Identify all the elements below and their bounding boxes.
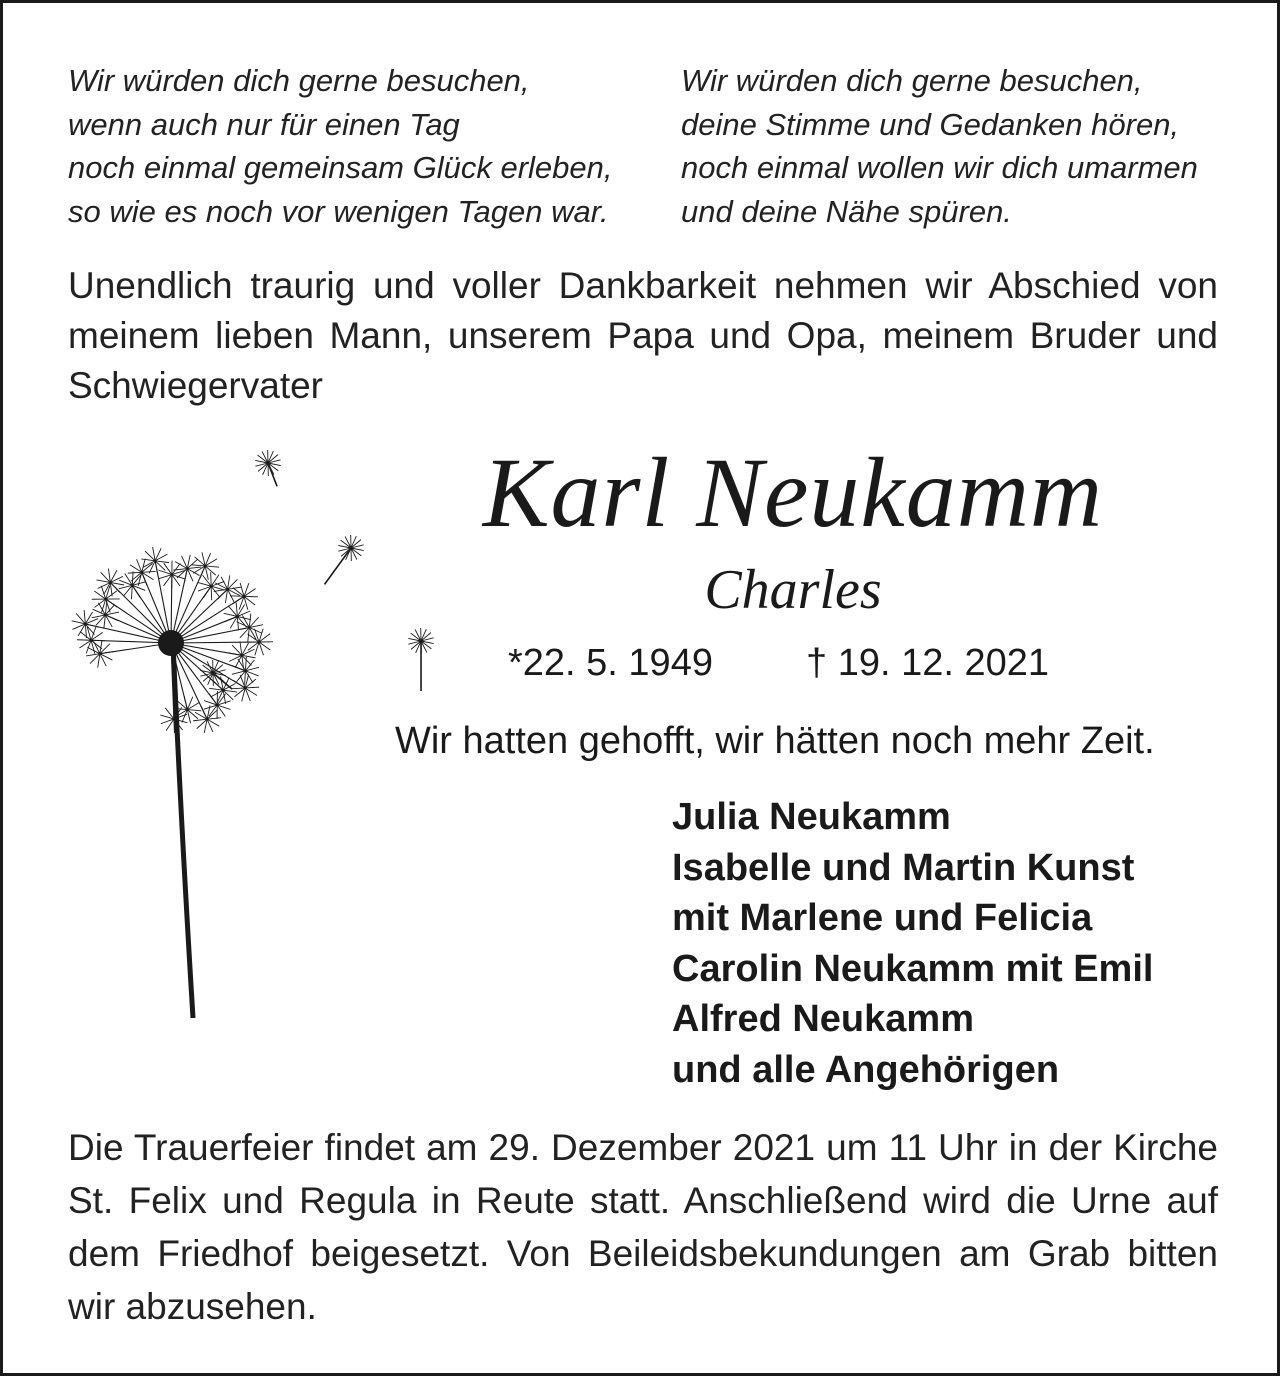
poem-line: so wie es noch vor wenigen Tagen war.	[68, 193, 609, 229]
death-date: † 19. 12. 2021	[806, 642, 1049, 684]
quote-text: Wir hatten gehofft, wir hätten noch mehr Zeit.	[395, 720, 1155, 762]
family-line: Carolin Neukamm mit Emil	[672, 947, 1154, 990]
family-line: Isabelle und Martin Kunst	[672, 846, 1135, 889]
intro-text: Unendlich traurig und voller Dankbarkeit nehmen wir Abschied von meinem lieben Mann, unserem Papa und Opa, meinem Bruder und Schwiegervater	[68, 265, 1218, 406]
poem-line: deine Stimme und Gedanken hören,	[681, 106, 1180, 142]
dandelion-seed-icon	[200, 450, 433, 691]
poem-line: Wir würden dich gerne besuchen,	[681, 63, 1143, 98]
poem-line: noch einmal gemeinsam Glück erleben,	[68, 150, 613, 185]
deceased-nickname: Charles	[704, 559, 882, 621]
poem-line: noch einmal wollen wir dich umarmen	[681, 150, 1198, 185]
birth-date: *22. 5. 1949	[508, 642, 713, 684]
poem-line: und deine Nähe spüren.	[681, 193, 1012, 229]
family-line: Alfred Neukamm	[672, 998, 974, 1040]
family-line: und alle Angehörigen	[672, 1048, 1060, 1091]
family-line: Julia Neukamm	[672, 796, 951, 838]
family-line: mit Marlene und Felicia	[672, 897, 1093, 939]
poem-line: Wir würden dich gerne besuchen,	[68, 63, 530, 98]
deceased-name: Karl Neukamm	[482, 437, 1104, 548]
poem-line: wenn auch nur für einen Tag	[68, 106, 460, 142]
service-details: Die Trauerfeier findet am 29. Dezember 2021 um 11 Uhr in der Kirche St. Felix und Regula in Reute statt. Anschließend wird die Urne auf dem Friedhof beigesetzt. Von Beileidsbekundungen am Grab bitten wir abzusehen.	[68, 1127, 1218, 1327]
dandelion-center	[158, 630, 184, 656]
life-dates	[508, 638, 1049, 688]
family-signatures	[672, 792, 1153, 1095]
dandelion-stem	[173, 643, 193, 1018]
